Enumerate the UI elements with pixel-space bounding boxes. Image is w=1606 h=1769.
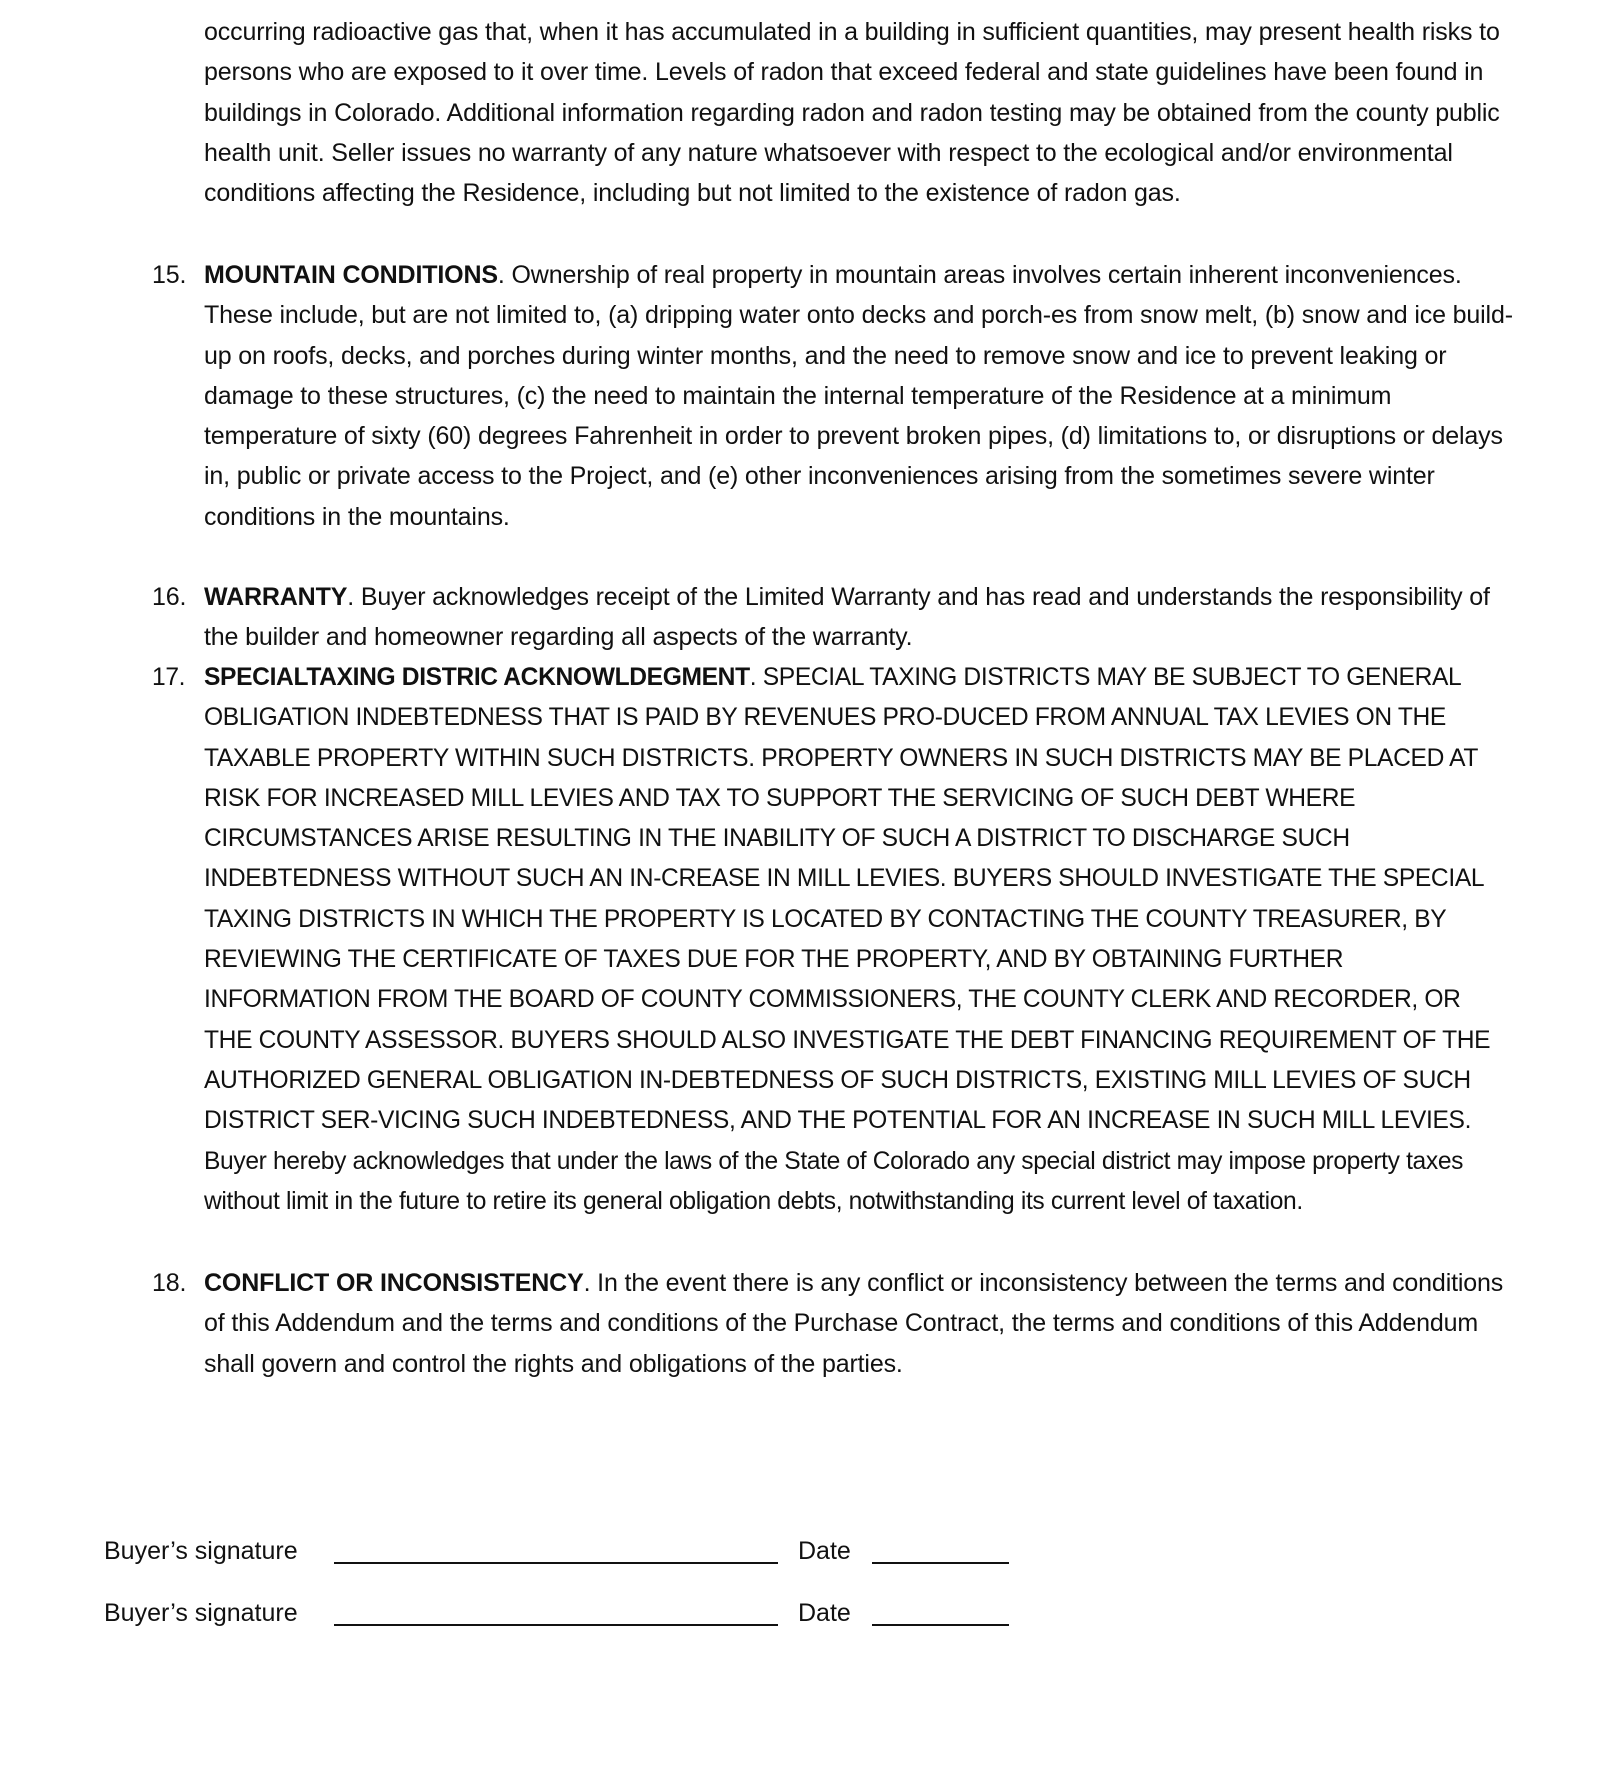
item-body: . Buyer acknowledges receipt of the Limited Warranty and has read and understands the responsibility of the builder and homeowner regarding all aspects of the warranty. xyxy=(204,583,1490,652)
item-number: 17. xyxy=(152,664,186,691)
list-item-warranty xyxy=(152,577,1514,658)
date-field[interactable] xyxy=(872,1624,1009,1626)
date-label: Date xyxy=(798,1599,851,1627)
item-number: 15. xyxy=(152,261,187,289)
list-item-conflict-inconsistency xyxy=(152,1263,1514,1384)
list-item-special-taxing-district xyxy=(152,658,1514,1222)
signature-field[interactable] xyxy=(334,1562,778,1564)
item-body: . In the event there is any conflict or inconsistency between the terms and conditions of this Addendum and the terms and conditions of the Purchase Contract, the terms and conditions of this Addendum shall govern and control the rights and obligations of the parties. xyxy=(204,1269,1504,1378)
item-heading: MOUNTAIN CONDITIONS xyxy=(204,261,498,289)
list-item-mountain-conditions xyxy=(152,255,1514,537)
date-label: Date xyxy=(798,1537,851,1565)
item-body: . SPECIAL TAXING DISTRICTS MAY BE SUBJECT TO GENERAL OBLIGATION INDEBTEDNESS THAT IS PAID BY REVENUES PRO-DUCED FROM ANNUAL TAX LEVIES ON THE TAXABLE PROPERTY WITHIN SUCH DISTRICTS. PROPERTY OWNERS IN SUCH DISTRICTS MAY BE PLACED AT RISK FOR INCREASED MILL LEVIES AND TAX TO SUPPORT THE SERVICING OF SUCH DEBT WHERE CIRCUMSTANCES ARISE RESULTING IN THE INABILITY OF SUCH A DISTRICT TO DISCHARGE SUCH INDEBTEDNESS WITHOUT SUCH AN IN-CREASE IN MILL LEVIES. BUYERS SHOULD INVESTIGATE THE SPECIAL TAXING DISTRICTS IN WHICH THE PROPERTY IS LOCATED BY CONTACTING THE COUNTY TREASURER, BY REVIEWING THE CERTIFICATE OF TAXES DUE FOR THE PROPERTY, AND BY OBTAINING FURTHER INFORMATION FROM THE BOARD OF COUNTY COMMISSIONERS, THE COUNTY CLERK AND RECORDER, OR THE COUNTY ASSESSOR. BUYERS SHOULD ALSO INVESTIGATE THE DEBT FINANCING REQUIREMENT OF THE AUTHORIZED GENERAL OBLIGATION IN-DEBTEDNESS OF SUCH DISTRICTS, EXISTING MILL LEVIES OF SUCH DISTRICT SER-VICING SUCH INDEBTEDNESS, AND THE POTENTIAL FOR AN INCREASE IN SUCH MILL LEVIES. Buyer hereby acknowledges that under the laws of the State of Colorado any special district may impose property taxes without limit in the future to retire its general obligation debts, notwithstanding its current level of taxation. xyxy=(204,664,1491,1215)
item-heading: SPECIALTAXING DISTRIC ACKNOWLDEGMENT xyxy=(204,664,750,691)
signature-label: Buyer’s signature xyxy=(104,1599,298,1627)
item-body: . Ownership of real property in mountain areas involves certain inherent inconveniences. These include, but are not limited to, (a) dripping water onto decks and porch-es from snow melt, (b) snow and ice build-up on roofs, decks, and porches during winter months, and the need to remove snow and ice to prevent leaking or damage to these structures, (c) the need to maintain the internal temperature of the Residence at a minimum temperature of sixty (60) degrees Fahrenheit in order to prevent broken pipes, (d) limitations to, or disruptions or delays in, public or private access to the Project, and (e) other inconveniences arising from the sometimes severe winter conditions in the mountains. xyxy=(204,261,1513,531)
date-field[interactable] xyxy=(872,1562,1009,1564)
intro-paragraph: occurring radioactive gas that, when it has accumulated in a building in sufficient quantities, may present health risks to persons who are exposed to it over time. Levels of radon that exceed federal and state guidelines have been found in buildings in Colorado. Additional information regarding radon and radon testing may be obtained from the county public health unit. Seller issues no warranty of any nature whatsoever with respect to the ecological and/or environmental conditions affecting the Residence, including but not limited to the existence of radon gas. xyxy=(204,18,1500,208)
item-number: 18. xyxy=(152,1269,187,1297)
item-heading: CONFLICT OR INCONSISTENCY xyxy=(204,1269,584,1297)
item-heading: WARRANTY xyxy=(204,583,348,611)
item-number: 16. xyxy=(152,583,187,611)
signature-field[interactable] xyxy=(334,1624,778,1626)
signature-label: Buyer’s signature xyxy=(104,1537,298,1565)
